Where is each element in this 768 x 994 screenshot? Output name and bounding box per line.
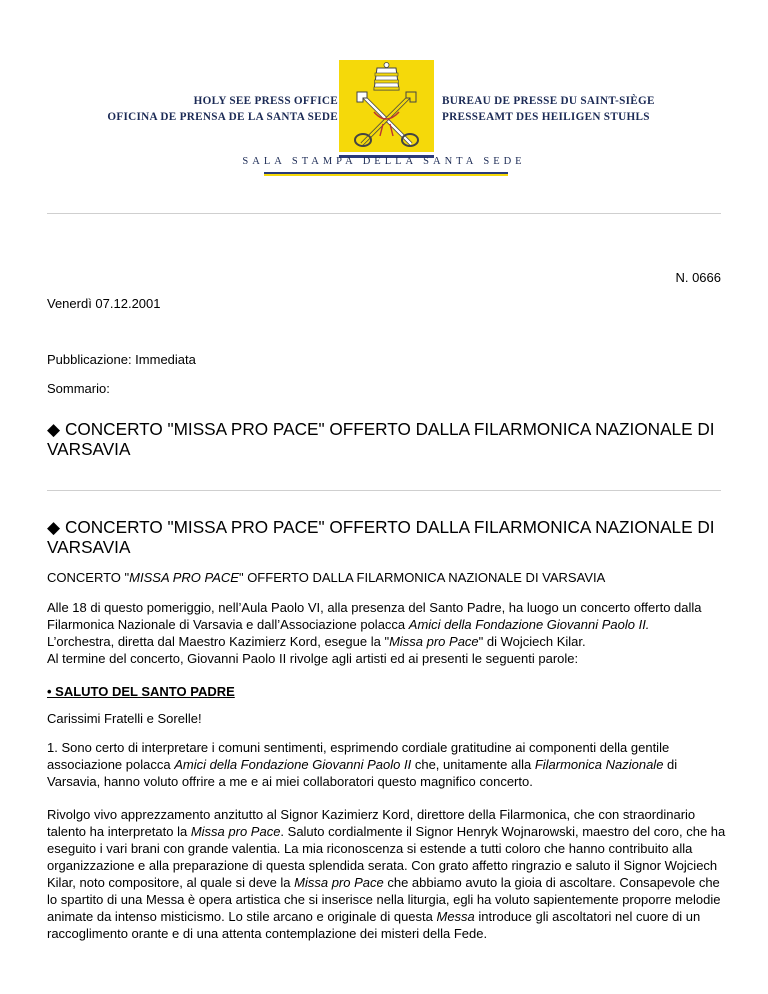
letterhead-subtitle: SALA STAMPA DELLA SANTA SEDE [242,156,526,167]
letterhead-left [107,93,338,125]
bulletin-date: Venerdì 07.12.2001 [47,296,161,311]
saluto-heading: • SALUTO DEL SANTO PADRE [47,684,235,699]
p1-text-c: di Varsavia, hanno voluto offrire a me e ai miei collaboratori questo magnifico concerto. [47,757,678,789]
paragraph-1 [47,739,727,790]
letterhead-left-line1: HOLY SEE PRESS OFFICE [193,95,338,107]
caption-post: " OFFERTO DALLA FILARMONICA NAZIONALE DI VARSAVIA [238,570,606,585]
letterhead [0,0,768,200]
papal-emblem-icon [339,60,434,152]
caption-pre: CONCERTO " [47,570,130,585]
article-intro [47,599,727,667]
letterhead-left-line2: OFICINA DE PRENSA DE LA SANTA SEDE [107,111,338,123]
intro-text-1: Alle 18 di questo pomeriggio, nell’Aula Paolo VI, alla presenza del Santo Padre, ha luogo un concerto offerto dalla Filarmonica Nazionale di Varsavia e dall’Associazione polacca [47,600,702,632]
letterhead-right [442,93,655,125]
p2-text-a: Rivolgo vivo apprezzamento anzitutto al Signor Kazimierz Kord, direttore della Filarmonica, che con straordinario talento ha interpretato la [47,807,696,839]
p1-em-2: Filarmonica Nazionale [534,757,664,772]
p2-text-b: . Saluto cordialmente il Signor Henryk Wojnarowski, maestro del coro, che ha eseguito i vari brani con grande valentia. La mia riconoscenza si estende a tutti coloro che hanno contribuito alla organizzazione e alla preparazione di questa splendida serata. Con grato affetto ringrazio e saluto il Signor Wojciech Kilar, noto compositore, al quale si deve la [47,824,726,890]
article-heading: ◆ CONCERTO "MISSA PRO PACE" OFFERTO DALLA FILARMONICA NAZIONALE DI VARSAVIA [47,517,715,557]
paragraph-2 [47,806,727,942]
p2-text-d: introduce gli ascoltatori nel cuore di un raccoglimento orante e di una attenta contemplazione dei misteri della Fede. [47,909,701,941]
bulletin-number: N. 0666 [675,270,721,285]
divider-top [47,213,721,214]
intro-text-2: L’orchestra, diretta dal Maestro Kazimierz Kord, esegue la " [47,634,390,649]
intro-text-4: Al termine del concerto, Giovanni Paolo II rivolge agli artisti ed ai presenti le seguenti parole: [47,651,579,666]
divider-middle [47,490,721,491]
letterhead-right-line2: PRESSEAMT DES HEILIGEN STUHLS [442,111,650,123]
p1-text-b: che, unitamente alla [411,757,535,772]
greeting: Carissimi Fratelli e Sorelle! [47,711,202,726]
p2-em-3: Messa [436,909,475,924]
intro-text-3: " di Wojciech Kilar. [478,634,586,649]
summary-item-link[interactable]: ◆ CONCERTO "MISSA PRO PACE" OFFERTO DALLA FILARMONICA NAZIONALE DI VARSAVIA [47,419,715,459]
caption-em: MISSA PRO PACE [129,570,239,585]
letterhead-band [264,172,508,176]
summary-label: Sommario: [47,381,110,396]
p1-em-1: Amici della Fondazione Giovanni Paolo II [174,757,412,772]
intro-em-2: Missa pro Pace [389,634,479,649]
letterhead-right-line1: BUREAU DE PRESSE DU SAINT-SIÈGE [442,95,655,107]
intro-em-1: Amici della Fondazione Giovanni Paolo II. [408,617,650,632]
p1-text-a: 1. Sono certo di interpretare i comuni sentimenti, esprimendo cordiale gratitudine ai componenti della gentile associazione polacca [47,740,670,772]
article-caption [47,569,727,586]
publication-status: Pubblicazione: Immediata [47,352,196,367]
p2-text-c: che abbiamo avuto la gioia di ascoltare. Consapevole che lo spartito di una Messa è opera artistica che si inserisce nella liturgia, egli ha voluto sapientemente proporre melodie animate da intenso misticismo. Lo stile arcano e originale di questa [47,875,721,924]
p2-em-2: Missa pro Pace [294,875,384,890]
p2-em-1: Missa pro Pace [190,824,281,839]
